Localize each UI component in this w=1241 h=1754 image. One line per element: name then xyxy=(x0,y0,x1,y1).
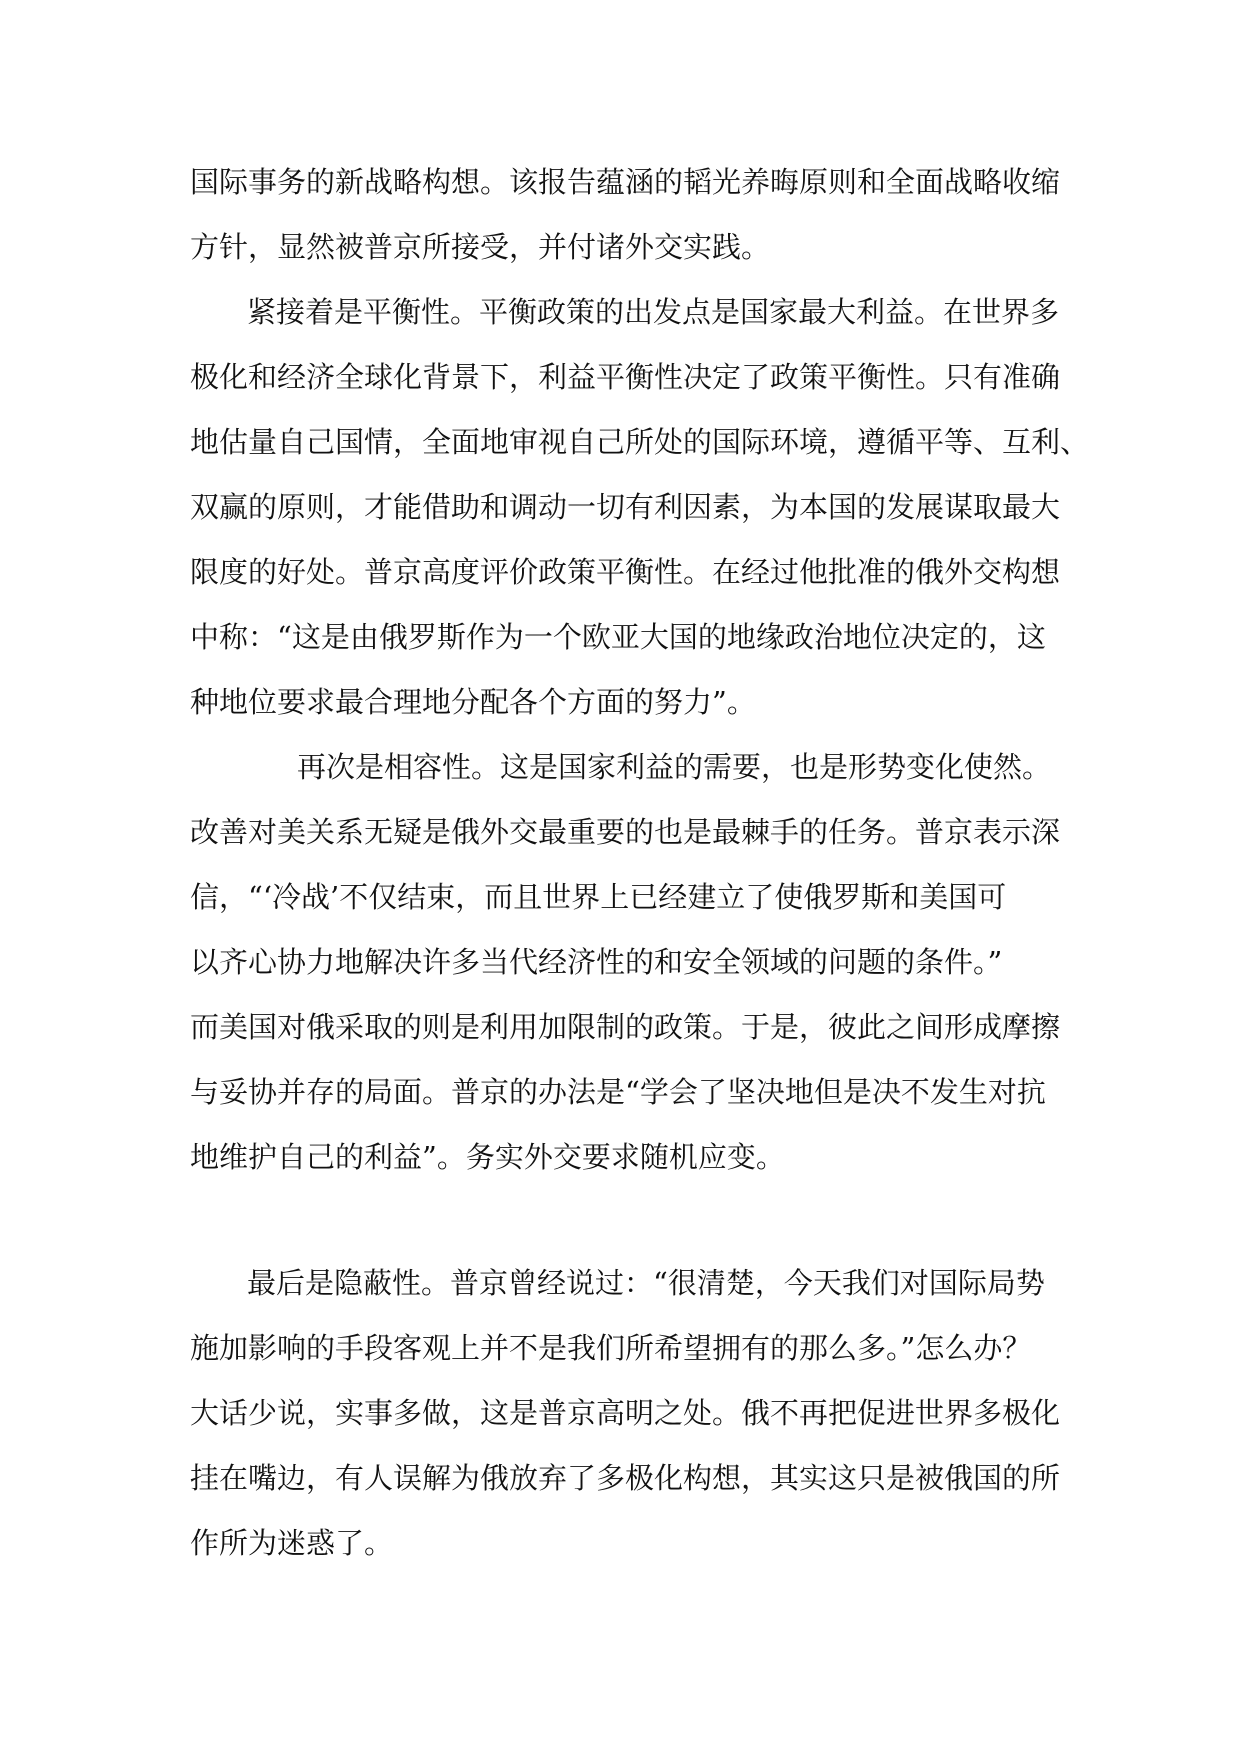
paragraph-start-line: 紧接着是平衡性。平衡政策的出发点是国家最大利益。在世界多 xyxy=(247,295,1060,329)
text-line: 国际事务的新战略构想。该报告蕴涵的韬光养晦原则和全面战略收缩 xyxy=(190,165,1061,199)
text-line: 地估量自己国情，全面地审视自己所处的国际环境，遵循平等、互利、 xyxy=(190,425,1090,459)
text-line: 信，“‘冷战’不仅结束，而且世界上已经建立了使俄罗斯和美国可 xyxy=(190,880,1007,914)
text-line: 以齐心协力地解决许多当代经济性的和安全领域的问题的条件。” xyxy=(190,945,1003,979)
paragraph-start-line: 最后是隐蔽性。普京曾经说过：“很清楚，今天我们对国际局势 xyxy=(247,1266,1045,1300)
text-line: 大话少说，实事多做，这是普京高明之处。俄不再把促进世界多极化 xyxy=(190,1396,1061,1430)
text-line: 限度的好处。普京高度评价政策平衡性。在经过他批准的俄外交构想 xyxy=(190,555,1061,589)
text-line: 改善对美关系无疑是俄外交最重要的也是最棘手的任务。普京表示深 xyxy=(190,815,1061,849)
text-line: 而美国对俄采取的则是利用加限制的政策。于是，彼此之间形成摩擦 xyxy=(190,1010,1061,1044)
text-line: 地维护自己的利益”。务实外交要求随机应变。 xyxy=(190,1140,785,1174)
text-line: 方针，显然被普京所接受，并付诸外交实践。 xyxy=(190,230,771,264)
text-line: 挂在嘴边，有人误解为俄放弃了多极化构想，其实这只是被俄国的所 xyxy=(190,1461,1061,1495)
text-line: 种地位要求最合理地分配各个方面的努力”。 xyxy=(190,685,756,719)
text-line: 双赢的原则，才能借助和调动一切有利因素，为本国的发展谋取最大 xyxy=(190,490,1061,524)
paragraph-start-line: 再次是相容性。这是国家利益的需要，也是形势变化使然。 xyxy=(297,750,1052,784)
text-line: 极化和经济全球化背景下，利益平衡性决定了政策平衡性。只有准确 xyxy=(190,360,1061,394)
text-line: 施加影响的手段客观上并不是我们所希望拥有的那么多。”怎么办？ xyxy=(190,1331,1032,1365)
text-line: 与妥协并存的局面。普京的办法是“学会了坚决地但是决不发生对抗 xyxy=(190,1075,1046,1109)
text-line: 作所为迷惑了。 xyxy=(190,1526,394,1560)
text-line: 中称：“这是由俄罗斯作为一个欧亚大国的地缘政治地位决定的，这 xyxy=(190,620,1046,654)
